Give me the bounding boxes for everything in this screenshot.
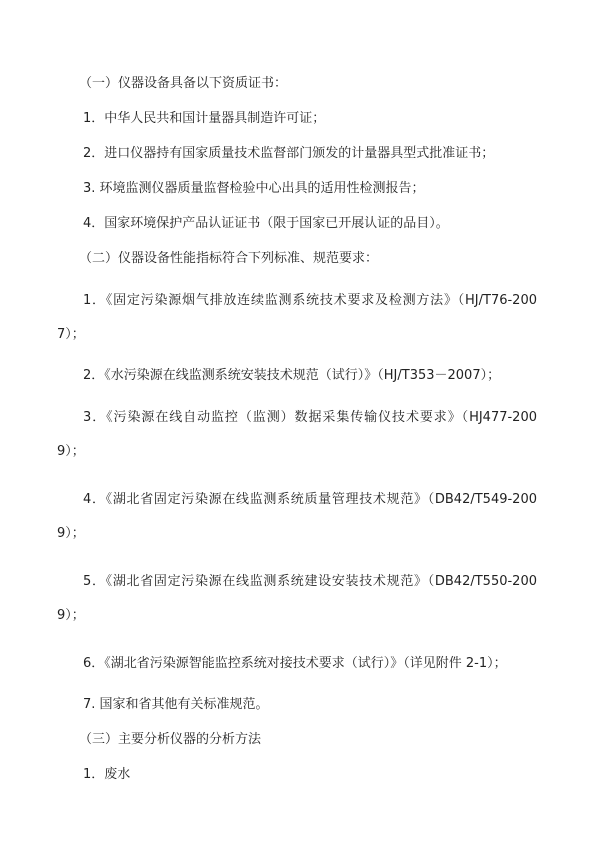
list-item: 2．《水污染源在线监测系统安装技术规范（试行）》（HJ/T353－2007）； [83,368,501,383]
list-item: 1．废水 [83,767,131,782]
list-item: 4．《湖北省固定污染源在线监测系统质量管理技术规范》（DB42/T549-2009）； [57,492,537,541]
section-heading-methods: （三）主要分析仪器的分析方法 [79,732,262,747]
section-heading-standards: （二）仪器设备性能指标符合下列标准、规范要求： [79,251,379,266]
list-item: 1．《固定污染源烟气排放连续监测系统技术要求及检测方法》（HJ/T76-2007）； [57,293,537,342]
list-item: 2．进口仪器持有国家质量技术监督部门颁发的计量器具型式批准证书； [83,146,495,161]
section-heading-qualifications: （一）仪器设备具备以下资质证书： [79,76,288,91]
list-item: 3．《污染源在线自动监控（监测）数据采集传输仪技术要求》（HJ477-2009）； [57,410,537,459]
list-item: 1．中华人民共和国计量器具制造许可证； [83,111,326,126]
document-body [57,74,537,800]
list-item: 4．国家环境保护产品认证证书（限于国家已开展认证的品目）。 [83,216,449,231]
list-item: 5．《湖北省固定污染源在线监测系统建设安装技术规范》（DB42/T550-2009）； [57,574,537,623]
list-item: 6．《湖北省污染源智能监控系统对接技术要求（试行）》（详见附件 2-1）； [83,656,507,671]
list-item: 7. 国家和省其他有关标准规范。 [83,697,269,712]
list-item: 3. 环境监测仪器质量监督检验中心出具的适用性检测报告； [83,181,425,196]
